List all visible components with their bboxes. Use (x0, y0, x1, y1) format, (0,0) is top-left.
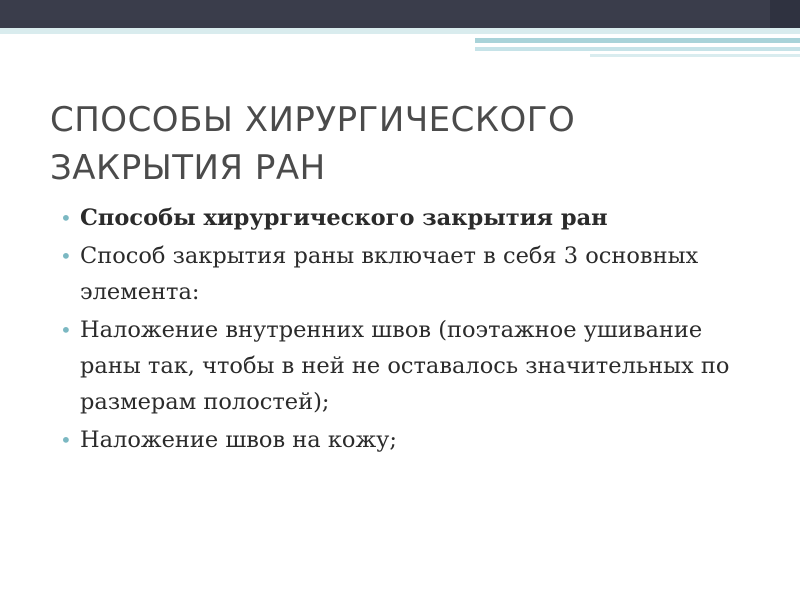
bullet-text: Способы хирургического закрытия ран (80, 205, 608, 231)
slide-title: СПОСОБЫ ХИРУРГИЧЕСКОГО ЗАКРЫТИЯ РАН (50, 100, 576, 188)
bullet-dot-icon: • (60, 318, 72, 342)
bullet-text: Способ закрытия раны включает в себя 3 основных элемента: (80, 243, 699, 305)
bullet-list (60, 200, 750, 460)
header-bar (0, 0, 800, 28)
decorative-line (590, 54, 800, 57)
bullet-item (60, 422, 750, 458)
bullet-item (60, 238, 750, 310)
decorative-line (475, 38, 800, 43)
bullet-dot-icon: • (60, 244, 72, 268)
bullet-item (60, 200, 750, 236)
bullet-dot-icon: • (60, 206, 72, 230)
bullet-dot-icon: • (60, 428, 72, 452)
bullet-text: Наложение швов на кожу; (80, 427, 397, 453)
bullet-item (60, 312, 750, 420)
header-accent-stripe (0, 28, 800, 34)
decorative-line (475, 47, 800, 51)
bullet-text: Наложение внутренних швов (поэтажное ушивание раны так, чтобы в ней не оставалось значительных по размерам полостей); (80, 317, 730, 415)
